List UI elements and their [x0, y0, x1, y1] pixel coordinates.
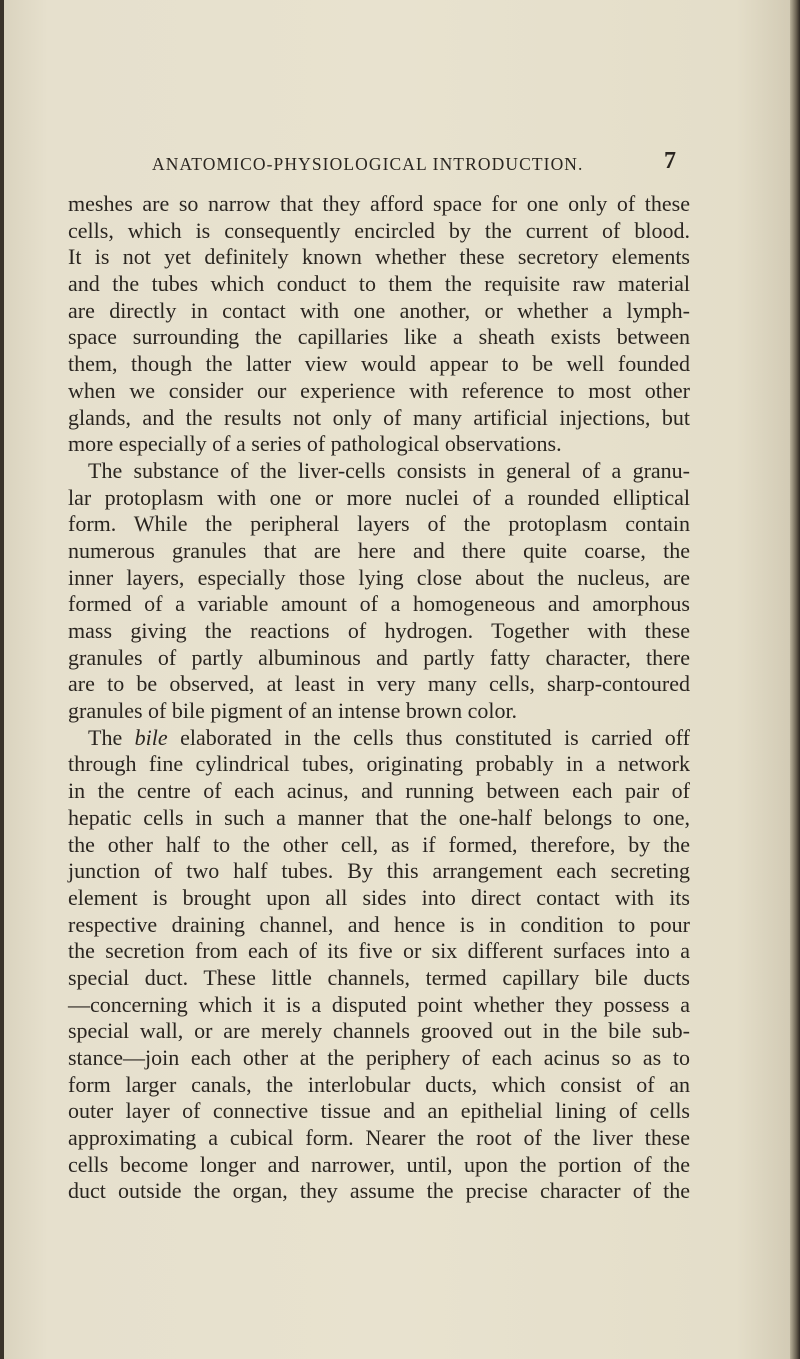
- text-line: lar protoplasm with one or more nuclei of a rounded elliptical: [68, 484, 690, 510]
- running-head: ANATOMICO-PHYSIOLOGICAL INTRODUCTION.: [152, 154, 584, 174]
- text-line: more especially of a series of pathological observations.: [68, 431, 562, 457]
- text-line: the other half to the other cell, as if formed, therefore, by the: [68, 831, 690, 857]
- text-line: junction of two half tubes. By this arrangement each secreting: [68, 858, 690, 884]
- text-line: special wall, or are merely channels grooved out in the bile sub-: [68, 1018, 690, 1044]
- text-line: through fine cylindrical tubes, originating probably in a network: [68, 751, 690, 777]
- text-line: cells, which is consequently encircled by the current of blood.: [68, 217, 690, 243]
- text-line: [68, 725, 690, 752]
- text-line: element is brought upon all sides into direct contact with its: [68, 884, 690, 910]
- text-line: It is not yet definitely known whether these secretory elements: [68, 244, 690, 270]
- text-line: mass giving the reactions of hydrogen. Together with these: [68, 618, 690, 643]
- text-line: form. While the peripheral layers of the protoplasm contain: [68, 511, 690, 537]
- page-number: 7: [664, 148, 676, 174]
- body-text: [68, 191, 690, 1205]
- text-line: cells become longer and narrower, until, upon the portion of the: [68, 1151, 690, 1177]
- text-line: are to be observed, at least in very many cells, sharp-contoured: [68, 671, 690, 697]
- text-line: glands, and the results not only of many artificial injections, but: [68, 404, 690, 430]
- text-line: granules of partly albuminous and partly fatty character, there: [68, 644, 690, 670]
- text-line: in the centre of each acinus, and running between each pair of: [68, 778, 690, 804]
- text-fragment: The: [88, 724, 135, 750]
- text-line: outer layer of connective tissue and an epithelial lining of cells: [68, 1098, 690, 1124]
- text-line: meshes are so narrow that they afford space for one only of these: [68, 191, 690, 216]
- text-fragment: elaborated in the cells thus constituted is carried off: [167, 724, 690, 750]
- page-edge-left: [0, 0, 4, 1359]
- text-line: —concerning which it is a disputed point whether they possess a: [68, 991, 690, 1017]
- text-line: are directly in contact with one another, or whether a lymph-: [68, 297, 690, 323]
- text-line: hepatic cells in such a manner that the one-half belongs to one,: [68, 804, 690, 830]
- text-line: stance—join each other at the periphery of each acinus so as to: [68, 1045, 690, 1070]
- text-line: form larger canals, the interlobular ducts, which consist of an: [68, 1071, 690, 1097]
- text-line: when we consider our experience with reference to most other: [68, 377, 690, 403]
- text-line: respective draining channel, and hence is in condition to pour: [68, 911, 690, 937]
- text-line: granules of bile pigment of an intense brown color.: [68, 698, 518, 724]
- text-line: numerous granules that are here and there quite coarse, the: [68, 537, 690, 563]
- text-line: formed of a variable amount of a homogeneous and amorphous: [68, 591, 690, 617]
- text-line: space surrounding the capillaries like a sheath exists between: [68, 324, 690, 350]
- page-edge-right: [790, 0, 800, 1359]
- italic-term: bile: [134, 724, 168, 750]
- text-line: inner layers, especially those lying close about the nucleus, are: [68, 564, 690, 590]
- text-line: approximating a cubical form. Nearer the root of the liver these: [68, 1125, 690, 1151]
- text-line: them, though the latter view would appear to be well founded: [68, 351, 690, 377]
- text-line: and the tubes which conduct to them the requisite raw material: [68, 271, 690, 297]
- text-line: the secretion from each of its five or six different surfaces into a: [68, 938, 690, 964]
- text-line: The substance of the liver-cells consists in general of a granu-: [88, 457, 690, 483]
- text-line: duct outside the organ, they assume the precise character of the: [68, 1178, 690, 1204]
- text-line: special duct. These little channels, termed capillary bile ducts: [68, 964, 690, 990]
